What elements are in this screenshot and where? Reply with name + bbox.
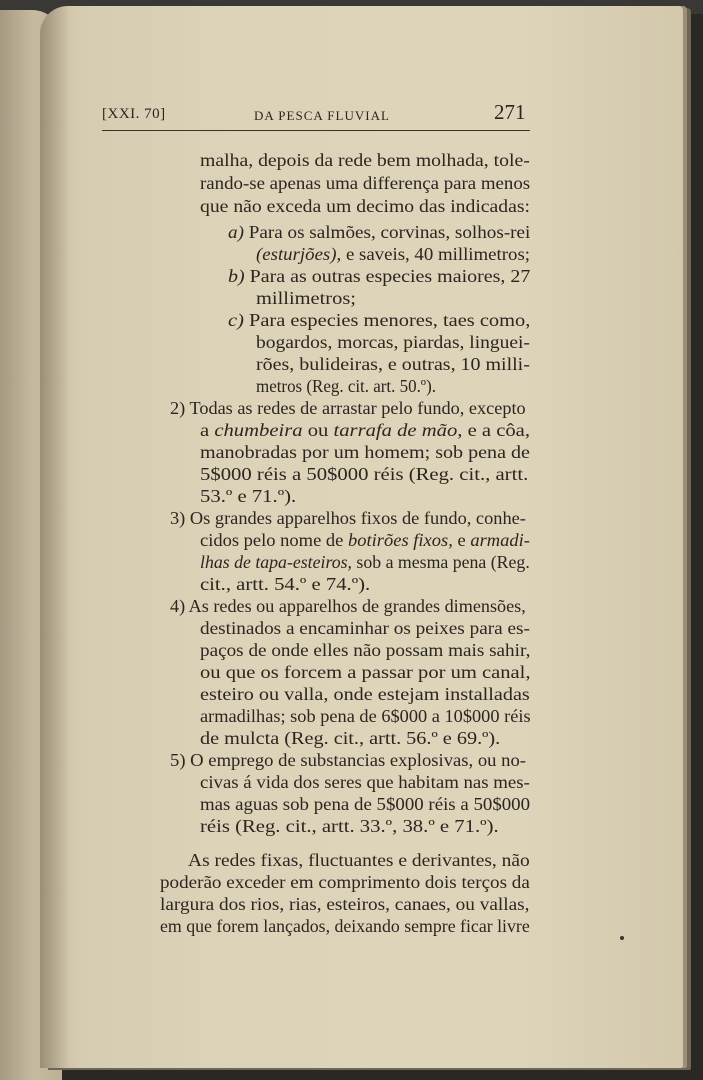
text-segment: rões, bulideiras, e outras, 10 milli- bbox=[256, 354, 530, 374]
text-line bbox=[160, 872, 530, 892]
text-line bbox=[200, 552, 530, 572]
text-line bbox=[200, 794, 530, 814]
italic-term: tarrafa de mão, bbox=[333, 420, 463, 440]
text-line bbox=[170, 750, 526, 770]
text-segment: ou bbox=[302, 420, 334, 440]
text-line bbox=[200, 420, 530, 440]
text-segment: bogardos, morcas, piardas, linguei- bbox=[256, 332, 530, 352]
page-number: 271 bbox=[494, 100, 526, 124]
item-number: 4) bbox=[170, 596, 189, 616]
item-label: a) bbox=[228, 222, 249, 242]
text-segment: 5$000 réis a 50$000 réis (Reg. cit., artt. bbox=[200, 464, 529, 484]
text-line bbox=[200, 486, 296, 506]
italic-term: (esturjões), bbox=[256, 244, 342, 264]
text-segment: mas aguas sob pena de 5$000 réis a 50$000 bbox=[200, 794, 531, 814]
text-segment: em que forem lançados, deixando sempre ficar livre bbox=[160, 916, 530, 936]
text-line bbox=[200, 530, 530, 550]
text-segment: cidos pelo nome de bbox=[200, 530, 348, 550]
text-line bbox=[160, 916, 530, 936]
text-segment: a bbox=[200, 420, 215, 440]
text-segment: e saveis, 40 millimetros; bbox=[341, 244, 531, 264]
text-line bbox=[256, 332, 530, 352]
text-line bbox=[200, 772, 530, 792]
text-line bbox=[170, 508, 526, 528]
text-line bbox=[200, 640, 530, 660]
text-segment: de mulcta (Reg. cit., artt. 56.º e 69.º). bbox=[200, 728, 501, 748]
text-line bbox=[200, 684, 530, 704]
text-line bbox=[256, 354, 530, 374]
text-segment: poderão exceder em comprimento dois terços da bbox=[160, 872, 530, 892]
text-segment: destinados a encaminhar os peixes para es- bbox=[200, 618, 530, 638]
item-number: 3) bbox=[170, 508, 190, 528]
text-line bbox=[200, 662, 531, 682]
text-line bbox=[170, 398, 526, 418]
text-segment: metros (Reg. cit. art. 50.º). bbox=[256, 376, 436, 396]
text-segment: Para especies menores, taes como, bbox=[248, 310, 531, 330]
text-line bbox=[200, 706, 531, 726]
text-segment: As redes ou apparelhos de grandes dimensões, bbox=[188, 596, 526, 616]
text-segment: e bbox=[452, 530, 471, 550]
item-label: b) bbox=[228, 266, 250, 286]
item-number: 5) bbox=[170, 750, 191, 770]
italic-term: chumbeira bbox=[214, 420, 303, 440]
text-line bbox=[200, 618, 530, 638]
header-reference: [XXI. 70] bbox=[102, 106, 166, 122]
text-segment: esteiro ou valla, onde estejam installadas bbox=[200, 684, 530, 704]
text-segment: O emprego de substancias explosivas, ou no- bbox=[190, 750, 526, 770]
text-line bbox=[228, 266, 530, 286]
text-line bbox=[200, 442, 530, 462]
text-line bbox=[228, 222, 530, 242]
text-segment: sob a mesma pena (Reg. bbox=[351, 552, 530, 572]
text-line bbox=[200, 150, 530, 170]
text-segment: civas á vida dos seres que habitam nas mes- bbox=[200, 772, 530, 792]
text-segment: que não exceda um decimo das indicadas: bbox=[200, 196, 530, 216]
text-line bbox=[256, 376, 436, 396]
text-line bbox=[160, 894, 529, 914]
ink-speck bbox=[620, 936, 624, 940]
text-line bbox=[200, 464, 528, 484]
text-segment: largura dos rios, rias, esteiros, canaes, ou vallas, bbox=[160, 894, 530, 914]
text-segment: As redes fixas, fluctuantes e derivantes, não bbox=[188, 850, 530, 870]
text-segment: Para os salmões, corvinas, solhos-rei bbox=[248, 222, 531, 242]
text-segment: millimetros; bbox=[256, 288, 356, 308]
text-line bbox=[228, 310, 530, 330]
italic-term: armadi- bbox=[470, 530, 530, 550]
header-rule bbox=[102, 130, 530, 131]
text-segment: 53.º e 71.º). bbox=[200, 486, 297, 506]
running-title: DA PESCA FLUVIAL bbox=[254, 108, 390, 123]
text-line bbox=[256, 244, 530, 264]
text-line bbox=[200, 574, 370, 594]
text-segment: malha, depois da rede bem molhada, tole- bbox=[200, 150, 530, 170]
italic-term: botirões fixos, bbox=[347, 530, 453, 550]
text-line bbox=[200, 196, 530, 216]
text-segment: cit., artt. 54.º e 74.º). bbox=[200, 574, 371, 594]
text-line bbox=[200, 728, 500, 748]
text-segment: ou que os forcem a passar por um canal, bbox=[200, 662, 531, 682]
item-number: 2) bbox=[170, 398, 190, 418]
text-segment: manobradas por um homem; sob pena de bbox=[200, 442, 530, 462]
spine-shadow bbox=[40, 6, 70, 1068]
text-segment: e a côa, bbox=[462, 420, 530, 440]
text-segment: armadilhas; sob pena de 6$000 a 10$000 réis bbox=[200, 706, 531, 726]
italic-term: lhas de tapa-esteiros, bbox=[200, 552, 352, 572]
item-label: c) bbox=[228, 310, 249, 330]
text-segment: Para as outras especies maiores, 27 bbox=[249, 266, 531, 286]
text-line bbox=[188, 850, 530, 870]
text-line bbox=[256, 288, 356, 308]
text-line bbox=[170, 596, 526, 616]
text-segment: rando-se apenas uma differença para menos bbox=[200, 173, 531, 193]
text-segment: Os grandes apparelhos fixos de fundo, conhe- bbox=[189, 508, 526, 528]
text-line bbox=[200, 173, 530, 193]
text-segment: Todas as redes de arrastar pelo fundo, excepto bbox=[189, 398, 526, 418]
text-segment: réis (Reg. cit., artt. 33.º, 38.º e 71.º). bbox=[200, 816, 499, 836]
text-line bbox=[200, 816, 499, 836]
text-segment: paços de onde elles não possam mais sahir, bbox=[200, 640, 531, 660]
